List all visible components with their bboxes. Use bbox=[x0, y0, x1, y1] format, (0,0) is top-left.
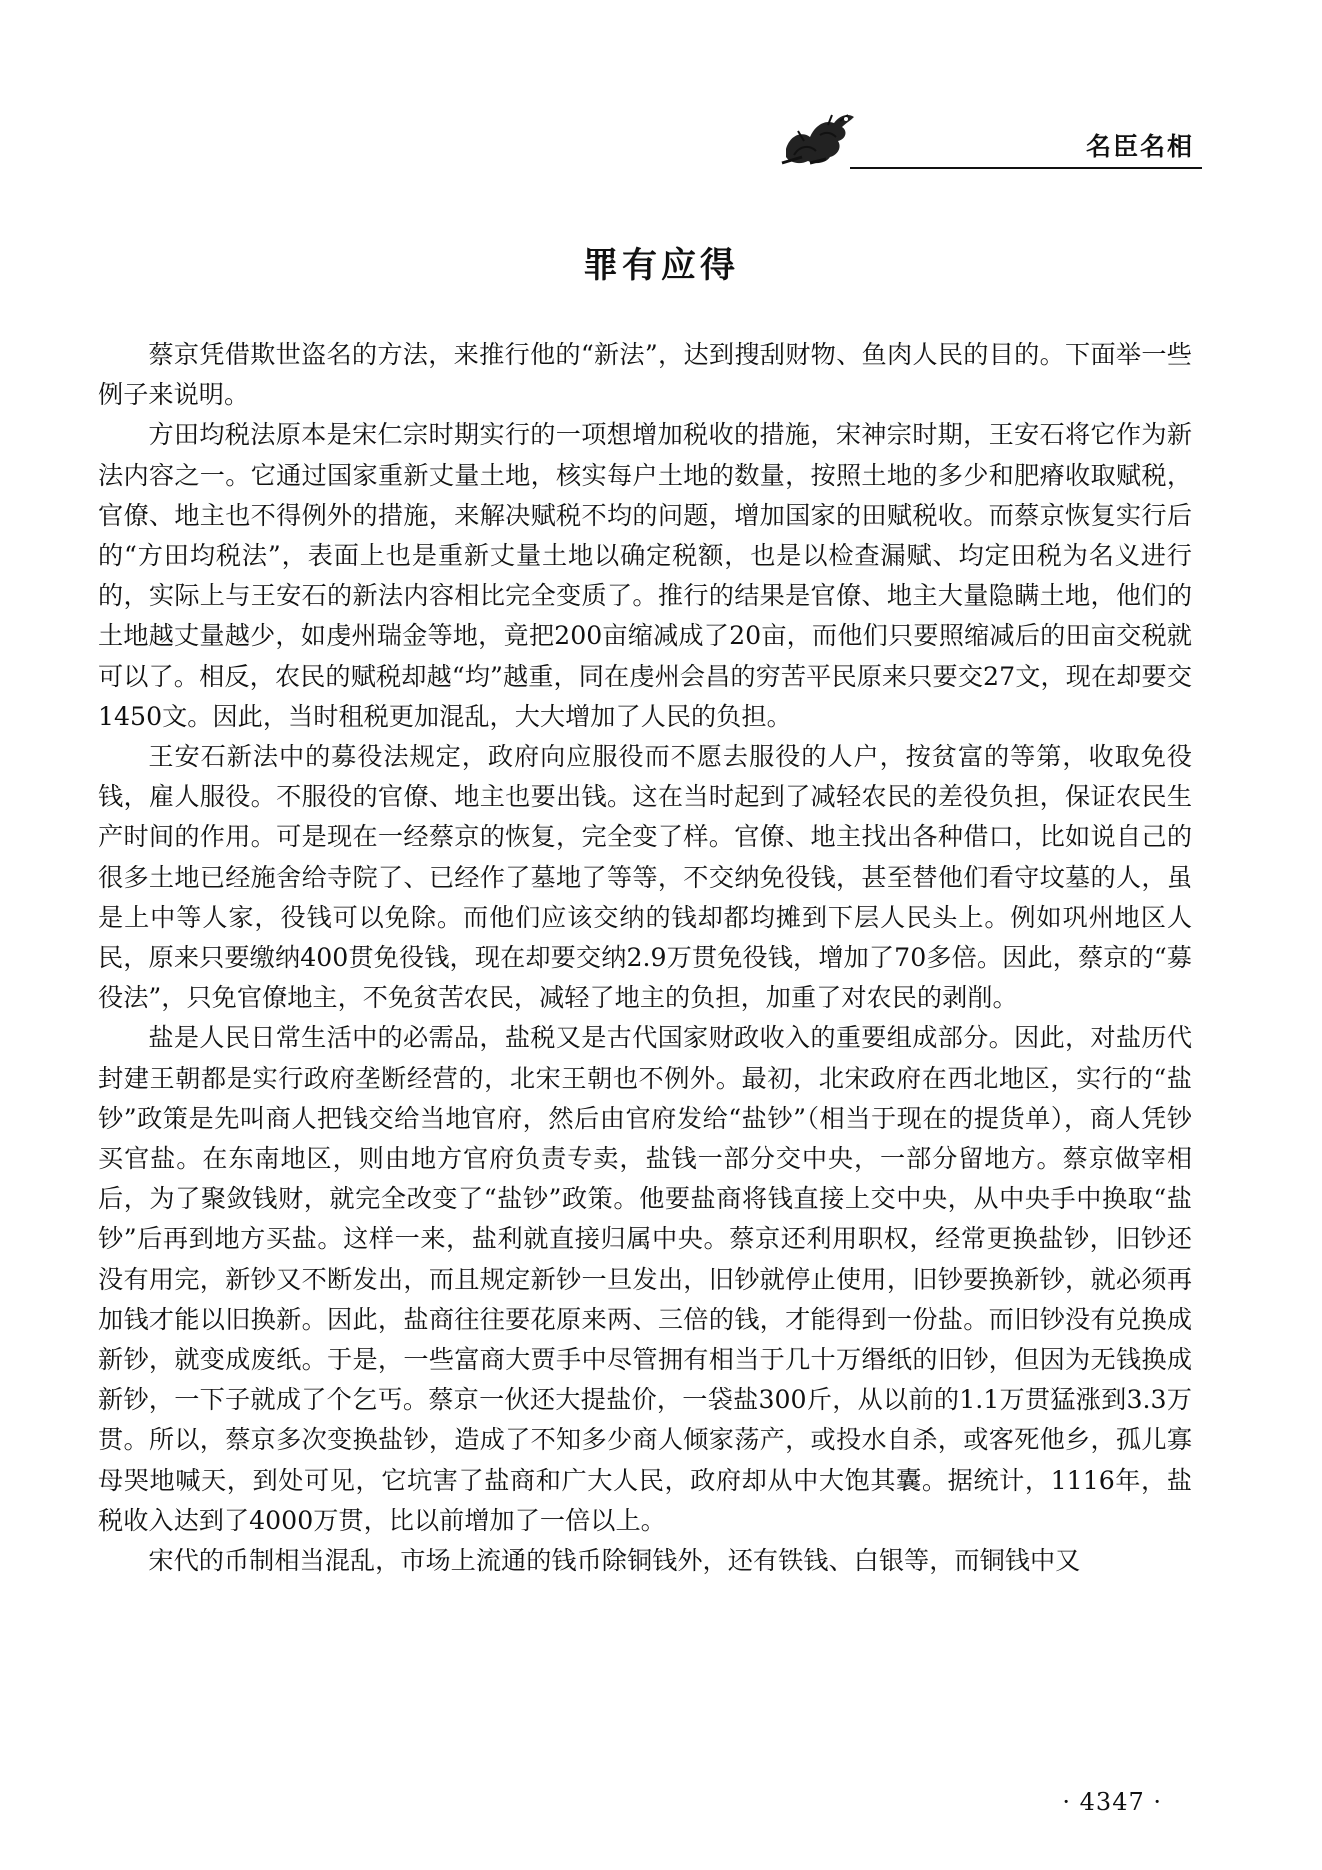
paragraph: 蔡京凭借欺世盗名的方法，来推行他的“新法”，达到搜刮财物、鱼肉人民的目的。下面举一些例子来说明。 bbox=[98, 340, 1192, 410]
section-title: 名臣名相 bbox=[1085, 132, 1194, 161]
paragraph: 王安石新法中的募役法规定，政府向应服役而不愿去服役的人户，按贫富的等第，收取免役钱，雇人服役。不服役的官僚、地主也要出钱。这在当时起到了减轻农民的差役负担，保证农民生产时间的作用。可是现在一经蔡京的恢复，完全变了样。官僚、地主找出各种借口，比如说自己的很多土地已经施舍给寺院了、已经作了墓地了等等，不交纳免役钱，甚至替他们看守坟墓的人，虽是上中等人家，役钱可以免除。而他们应该交纳的钱却都均摊到下层人民头上。例如巩州地区人民，原来只要缴纳400贯免役钱，现在却要交纳2.9万贯免役钱，增加了70多倍。因此，蔡京的“募役法”，只免官僚地主，不免贫苦农民，减轻了地主的负担，加重了对农民的剥削。 bbox=[98, 742, 1192, 1013]
paragraph: 盐是人民日常生活中的必需品，盐税又是古代国家财政收入的重要组成部分。因此，对盐历代封建王朝都是实行政府垄断经营的，北宋王朝也不例外。最初，北宋政府在西北地区，实行的“盐钞”政策是先叫商人把钱交给当地官府，然后由官府发给“盐钞”（相当于现在的提货单），商人凭钞买官盐。在东南地区，则由地方官府负责专卖，盐钱一部分交中央，一部分留地方。蔡京做宰相后，为了聚敛钱财，就完全改变了“盐钞”政策。他要盐商将钱直接上交中央，从中央手中换取“盐钞”后再到地方买盐。这样一来，盐利就直接归属中央。蔡京还利用职权，经常更换盐钞，旧钞还没有用完，新钞又不断发出，而且规定新钞一旦发出，旧钞就停止使用，旧钞要换新钞，就必须再加钱才能以旧换新。因此，盐商往往要花原来两、三倍的钱，才能得到一份盐。而旧钞没有兑换成新钞，就变成废纸。于是，一些富商大贾手中尽管拥有相当于几十万缗纸的旧钞，但因为无钱换成新钞，一下子就成了个乞丐。蔡京一伙还大提盐价，一袋盐300斤，从以前的1.1万贯猛涨到3.3万贯。所以，蔡京多次变换盐钞，造成了不知多少商人倾家荡产，或投水自杀，或客死他乡，孤儿寡母哭地喊天，到处可见，它坑害了盐商和广大人民，政府却从中大饱其囊。据统计，1116年，盐税收入达到了4000万贯，比以前增加了一倍以上。 bbox=[98, 1023, 1192, 1535]
article-body bbox=[98, 335, 1192, 1581]
article-title: 罪有应得 bbox=[582, 246, 739, 286]
dragon-icon bbox=[780, 105, 858, 167]
paragraph: 宋代的币制相当混乱，市场上流通的钱币除铜钱外，还有铁钱、白银等，而铜钱中又 bbox=[148, 1546, 1081, 1576]
page-number: · 4347 · bbox=[1062, 1788, 1162, 1816]
page-header bbox=[780, 105, 1202, 165]
paragraph: 方田均税法原本是宋仁宗时期实行的一项想增加税收的措施，宋神宗时期，王安石将它作为新法内容之一。它通过国家重新丈量土地，核实每户土地的数量，按照土地的多少和肥瘠收取赋税，官僚、地主也不得例外的措施，来解决赋税不均的问题，增加国家的田赋税收。而蔡京恢复实行后的“方田均税法”，表面上也是重新丈量土地以确定税额，也是以检查漏赋、均定田税为名义进行的，实际上与王安石的新法内容相比完全变质了。推行的结果是官僚、地主大量隐瞒土地，他们的土地越丈量越少，如虔州瑞金等地，竟把200亩缩减成了20亩，而他们只要照缩减后的田亩交税就可以了。相反，农民的赋税却越“均”越重，同在虔州会昌的穷苦平民原来只要交27文，现在却要交1450文。因此，当时租税更加混乱，大大增加了人民的负担。 bbox=[98, 420, 1192, 731]
header-rule bbox=[850, 167, 1202, 169]
